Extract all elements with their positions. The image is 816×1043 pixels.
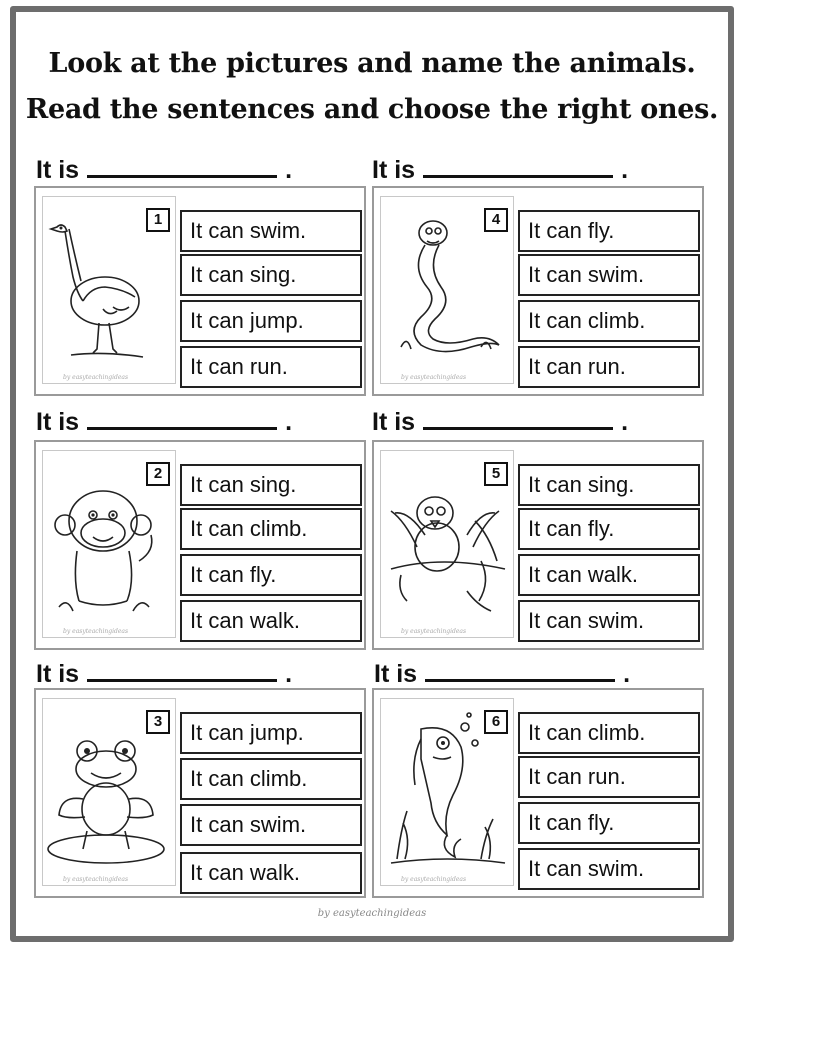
answer-blank[interactable]	[423, 157, 613, 178]
option-1[interactable]: It can sing.	[518, 464, 700, 506]
option-4[interactable]: It can walk.	[180, 600, 362, 642]
worksheet-title-line-1: Look at the pictures and name the animals.	[48, 48, 696, 79]
option-2[interactable]: It can climb.	[180, 758, 362, 800]
option-3[interactable]: It can jump.	[180, 300, 362, 342]
prompt-period: .	[285, 660, 293, 688]
option-1[interactable]: It can swim.	[180, 210, 362, 252]
answer-prompt-4[interactable]	[372, 156, 628, 185]
answer-prompt-3[interactable]	[36, 660, 292, 689]
prompt-label: It is	[36, 660, 80, 688]
option-2[interactable]: It can sing.	[180, 254, 362, 296]
answer-prompt-5[interactable]	[372, 408, 628, 437]
animal-card-1	[34, 186, 366, 396]
image-credit: by easyteachingideas	[401, 876, 467, 883]
option-1[interactable]: It can sing.	[180, 464, 362, 506]
option-3[interactable]: It can swim.	[180, 804, 362, 846]
prompt-period: .	[285, 156, 293, 184]
answer-prompt-1[interactable]	[36, 156, 292, 185]
answer-prompt-6[interactable]	[374, 660, 630, 689]
image-credit: by easyteachingideas	[401, 628, 467, 635]
card-number: 6	[484, 710, 508, 734]
card-number: 4	[484, 208, 508, 232]
option-4[interactable]: It can swim.	[518, 600, 700, 642]
animal-card-5	[372, 440, 704, 650]
option-4[interactable]: It can walk.	[180, 852, 362, 894]
animal-card-2	[34, 440, 366, 650]
answer-blank[interactable]	[423, 409, 613, 430]
prompt-label: It is	[372, 408, 416, 436]
option-3[interactable]: It can climb.	[518, 300, 700, 342]
option-4[interactable]: It can run.	[180, 346, 362, 388]
answer-blank[interactable]	[87, 157, 277, 178]
prompt-period: .	[285, 408, 293, 436]
prompt-label: It is	[36, 408, 80, 436]
card-number: 5	[484, 462, 508, 486]
animal-card-4	[372, 186, 704, 396]
worksheet-credit: by easyteachingideas	[317, 908, 427, 919]
option-2[interactable]: It can climb.	[180, 508, 362, 550]
animal-card-3	[34, 688, 366, 898]
option-2[interactable]: It can fly.	[518, 508, 700, 550]
option-3[interactable]: It can fly.	[180, 554, 362, 596]
animal-card-6	[372, 688, 704, 898]
prompt-label: It is	[372, 156, 416, 184]
image-credit: by easyteachingideas	[63, 628, 129, 635]
prompt-label: It is	[374, 660, 418, 688]
option-4[interactable]: It can run.	[518, 346, 700, 388]
option-3[interactable]: It can walk.	[518, 554, 700, 596]
image-credit: by easyteachingideas	[63, 876, 129, 883]
image-credit: by easyteachingideas	[63, 374, 129, 381]
answer-prompt-2[interactable]	[36, 408, 292, 437]
prompt-label: It is	[36, 156, 80, 184]
answer-blank[interactable]	[425, 661, 615, 682]
option-3[interactable]: It can fly.	[518, 802, 700, 844]
option-1[interactable]: It can climb.	[518, 712, 700, 754]
option-2[interactable]: It can swim.	[518, 254, 700, 296]
option-1[interactable]: It can fly.	[518, 210, 700, 252]
answer-blank[interactable]	[87, 661, 277, 682]
worksheet-title-line-2: Read the sentences and choose the right ones.	[25, 94, 719, 125]
card-number: 2	[146, 462, 170, 486]
card-number: 1	[146, 208, 170, 232]
option-1[interactable]: It can jump.	[180, 712, 362, 754]
prompt-period: .	[621, 408, 629, 436]
prompt-period: .	[621, 156, 629, 184]
image-credit: by easyteachingideas	[401, 374, 467, 381]
answer-blank[interactable]	[87, 409, 277, 430]
option-2[interactable]: It can run.	[518, 756, 700, 798]
prompt-period: .	[623, 660, 631, 688]
worksheet-frame	[10, 6, 734, 942]
card-number: 3	[146, 710, 170, 734]
option-4[interactable]: It can swim.	[518, 848, 700, 890]
